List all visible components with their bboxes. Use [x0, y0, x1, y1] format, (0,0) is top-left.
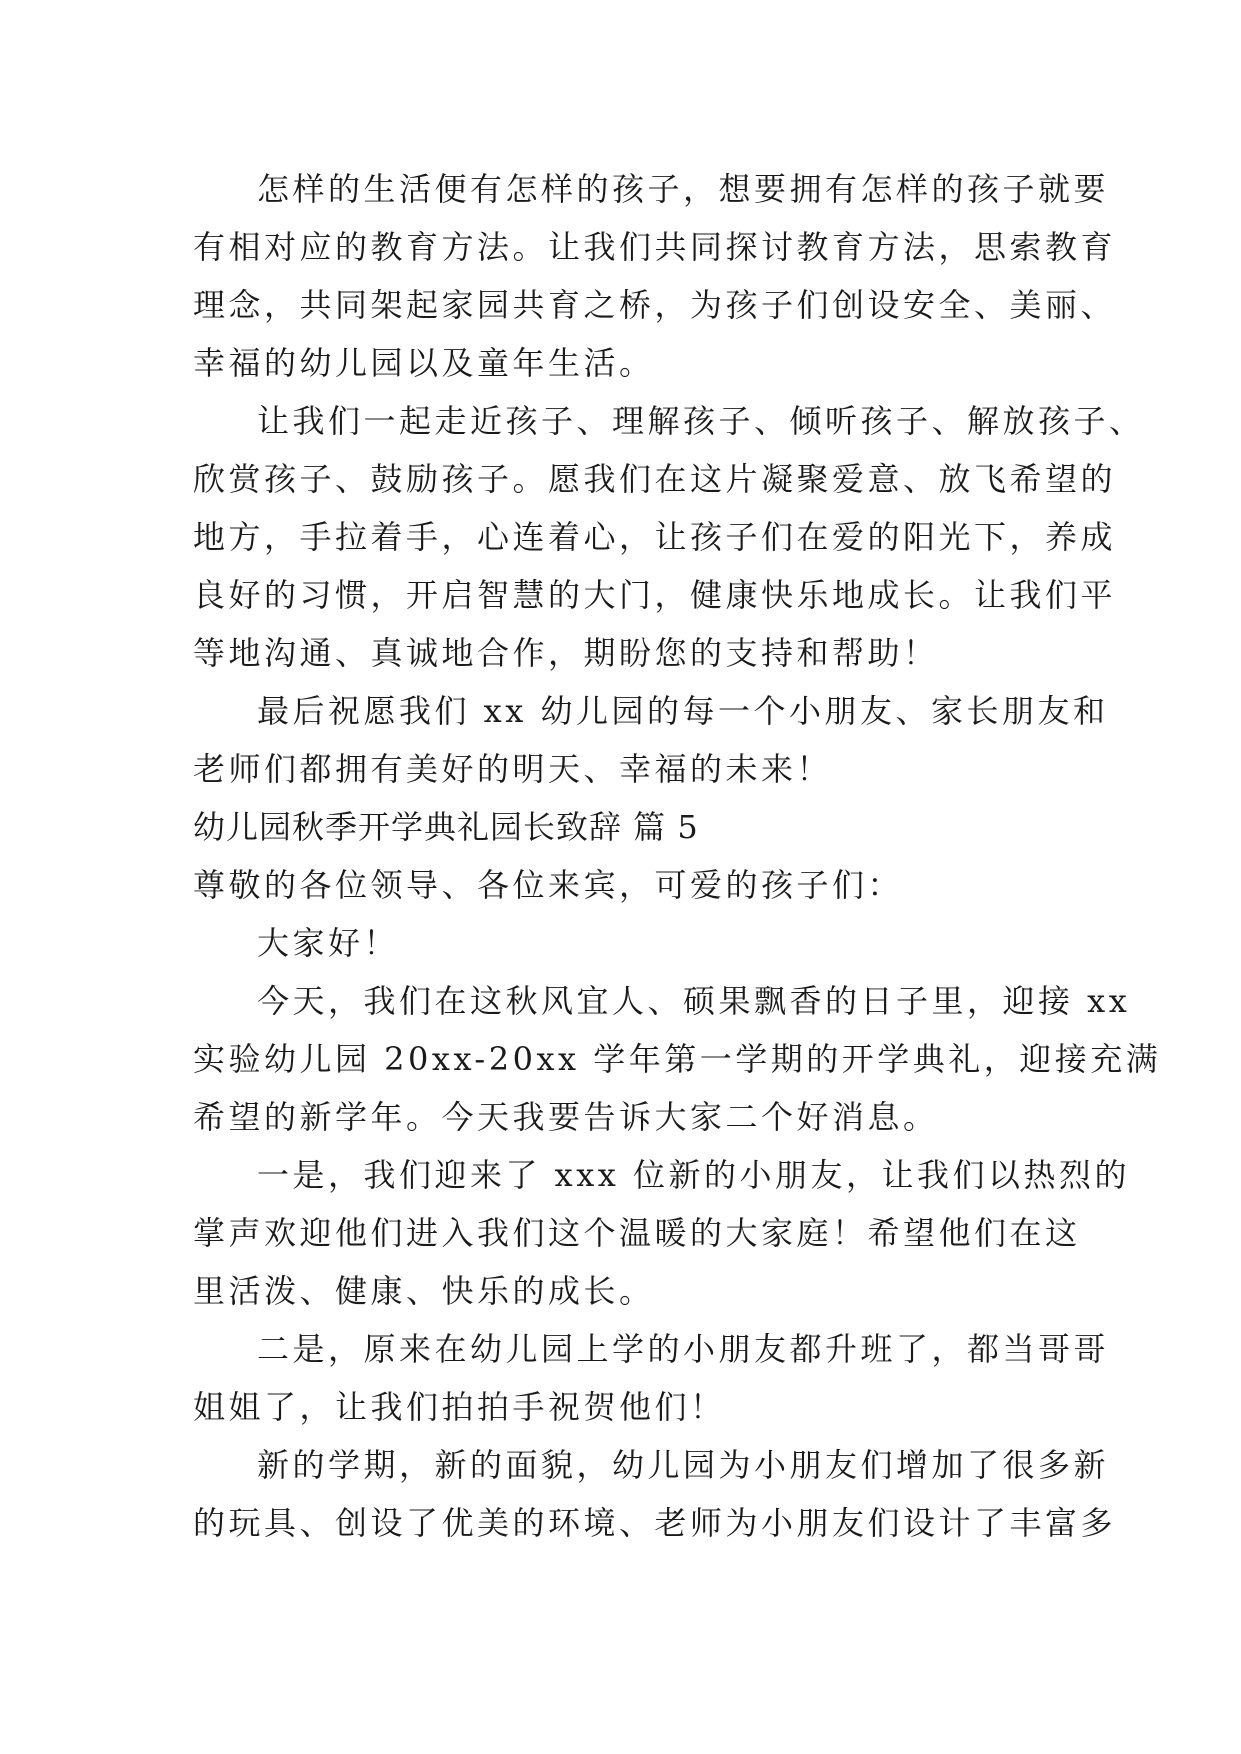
text-line: 让我们一起走近孩子、理解孩子、倾听孩子、解放孩子、	[257, 402, 1145, 440]
text-line: 的玩具、创设了优美的环境、老师为小朋友们设计了丰富多	[193, 1504, 1117, 1542]
text-line: 尊敬的各位领导、各位来宾，可爱的孩子们：	[193, 866, 904, 904]
text-line: 有相对应的教育方法。让我们共同探讨教育方法，思索教育	[193, 228, 1117, 266]
text-line: 希望的新学年。今天我要告诉大家二个好消息。	[193, 1098, 939, 1136]
document-body	[193, 160, 1162, 1552]
text-line: 里活泼、健康、快乐的成长。	[193, 1272, 655, 1310]
text-line: 理念，共同架起家园共育之桥，为孩子们创设安全、美丽、	[193, 286, 1117, 324]
text-line: 新的学期，新的面貌，幼儿园为小朋友们增加了很多新	[257, 1446, 1110, 1484]
text-line: 良好的习惯，开启智慧的大门，健康快乐地成长。让我们平	[193, 576, 1117, 614]
text-line: 老师们都拥有美好的明天、幸福的未来！	[193, 750, 833, 788]
text-line: 姐姐了，让我们拍拍手祝贺他们！	[193, 1388, 726, 1426]
text-line: 二是，原来在幼儿园上学的小朋友都升班了，都当哥哥	[257, 1330, 1110, 1368]
text-line: 怎样的生活便有怎样的孩子，想要拥有怎样的孩子就要	[257, 170, 1110, 208]
text-line: 等地沟通、真诚地合作，期盼您的支持和帮助！	[193, 634, 939, 672]
text-line: 一是，我们迎来了 xxx 位新的小朋友，让我们以热烈的	[257, 1156, 1130, 1194]
text-line: 幸福的幼儿园以及童年生活。	[193, 344, 655, 382]
text-line: 地方，手拉着手，心连着心，让孩子们在爱的阳光下，养成	[193, 518, 1117, 556]
text-line: 今天，我们在这秋风宜人、硕果飘香的日子里，迎接 xx	[257, 982, 1131, 1020]
text-line: 欣赏孩子、鼓励孩子。愿我们在这片凝聚爱意、放飞希望的	[193, 460, 1117, 498]
section-heading: 幼儿园秋季开学典礼园长致辞 篇 5	[193, 808, 699, 846]
text-line: 实验幼儿园 20xx-20xx 学年第一学期的开学典礼，迎接充满	[193, 1040, 1162, 1078]
text-line: 掌声欢迎他们进入我们这个温暖的大家庭！希望他们在这	[193, 1214, 1081, 1252]
text-line: 最后祝愿我们 xx 幼儿园的每一个小朋友、家长朋友和	[257, 692, 1109, 730]
text-line: 大家好！	[257, 924, 400, 962]
